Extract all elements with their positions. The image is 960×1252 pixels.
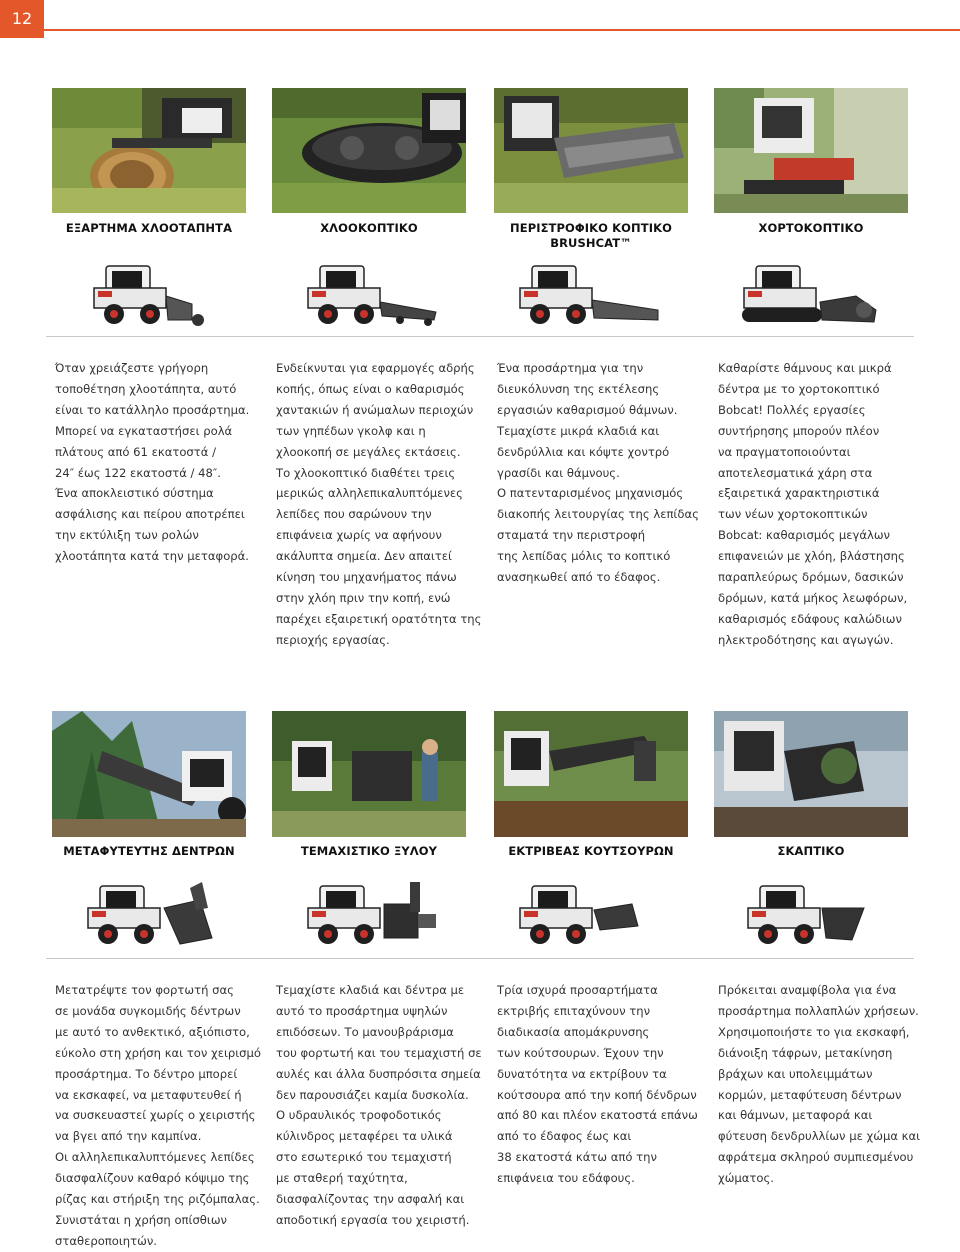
caption-flail-cutter bbox=[714, 221, 908, 236]
text-line: σταματά την περιστροφή bbox=[497, 528, 646, 543]
text-line: παραπλεύρως δρόμων, δασικών bbox=[718, 570, 904, 585]
caption-line: BRUSHCAT™ bbox=[550, 236, 632, 250]
text-line: ασφάλισης και πείρου αποτρέπει bbox=[55, 507, 245, 522]
tree-spade-photo bbox=[52, 711, 246, 837]
text-line: των νέων χορτοκοπτικών bbox=[718, 507, 868, 522]
loader-wood-chipper-illustration bbox=[300, 878, 440, 950]
flail-cutter-photo bbox=[714, 88, 908, 213]
text-line: χλοοτάπητα κατά την μεταφορά. bbox=[55, 549, 249, 564]
text-line: αφράτεμα σκληρού συμπιεσμένου bbox=[718, 1150, 914, 1165]
text-line: δρόμων, κατά μήκος λεωφόρων, bbox=[718, 590, 908, 605]
flail-mower-photo bbox=[272, 88, 466, 213]
caption-digger bbox=[714, 844, 908, 859]
text-line: ακάλυπτα σημεία. Δεν απαιτεί bbox=[276, 549, 452, 564]
text-line: δενδρύλλια και κόψτε χοντρό bbox=[497, 444, 670, 459]
divider-row2 bbox=[46, 958, 914, 959]
text-line: Μετατρέψτε τον φορτωτή σας bbox=[55, 983, 234, 997]
text-line: Ένα αποκλειστικό σύστημα bbox=[55, 486, 214, 501]
text-line: λεπίδες που σαρώνουν την bbox=[276, 507, 432, 522]
description-sod-layer bbox=[55, 358, 260, 567]
caption-wood-chipper bbox=[272, 844, 466, 859]
description-flail-mower bbox=[276, 358, 481, 651]
text-line: Bobcat: καθαρισμός μεγάλων bbox=[718, 528, 891, 543]
text-line: Όταν χρειάζεστε γρήγορη bbox=[55, 361, 209, 375]
text-line: φύτευση δενδρυλλίων με χώμα και bbox=[718, 1129, 921, 1144]
text-line: συντήρησης μπορούν πλέον bbox=[718, 423, 880, 438]
text-line: προσάρτημα. Το δέντρο μπορεί bbox=[55, 1066, 238, 1081]
text-line: διακοπής λειτουργίας της λεπίδας bbox=[497, 507, 699, 522]
text-line: σε μονάδα συγκομιδής δέντρων bbox=[55, 1003, 241, 1018]
description-brushcat bbox=[497, 358, 702, 588]
text-line: διασφαλίζουν καθαρό κόψιμο της bbox=[55, 1171, 250, 1186]
wood-chipper-photo bbox=[272, 711, 466, 837]
text-line: αποδοτική εργασία του χειριστή. bbox=[276, 1212, 470, 1227]
text-line: με σταθερή ταχύτητα, bbox=[276, 1171, 408, 1186]
text-line: βράχων και υπολειμμάτων bbox=[718, 1066, 873, 1081]
stump-grinder-photo bbox=[494, 711, 688, 837]
text-line: χλοοκοπή σε μεγάλες εκτάσεις. bbox=[276, 444, 461, 459]
text-line: περιοχής εργασίας. bbox=[276, 632, 390, 647]
caption-line: ΕΞΑΡΤΗΜΑ ΧΛΟΟΤΑΠΗΤΑ bbox=[65, 221, 233, 235]
text-line: εκτριβής επιταχύνουν την bbox=[497, 1003, 651, 1018]
caption-line: ΠΕΡΙΣΤΡΟΦΙΚΟ ΚΟΠΤΙΚΟ bbox=[510, 221, 672, 235]
text-line: εξαιρετικά χαρακτηριστικά bbox=[718, 486, 880, 501]
text-line: διευκόλυνση της εκτέλεσης bbox=[497, 381, 660, 396]
text-line: είναι το κατάλληλο προσάρτημα. bbox=[55, 402, 250, 417]
loader-brushcat-illustration bbox=[512, 258, 662, 330]
brushcat-rotary-cutter-photo bbox=[494, 88, 688, 213]
loader-digger-illustration bbox=[740, 878, 870, 950]
text-line: διάνοιξη τάφρων, μετακίνηση bbox=[718, 1045, 893, 1060]
text-line: Τεμαχίστε κλαδιά και δέντρα με bbox=[276, 983, 465, 997]
caption-line: ΤΕΜΑΧΙΣΤΙΚΟ ΞΥΛΟΥ bbox=[300, 844, 438, 858]
text-line: παρέχει εξαιρετική ορατότητα της bbox=[276, 611, 482, 626]
text-line: Τρία ισχυρά προσαρτήματα bbox=[497, 983, 658, 997]
text-line: επιδόσεων. Το μανουβράρισμα bbox=[276, 1024, 454, 1039]
text-line: μερικώς αλληλεπικαλυπτόμενες bbox=[276, 486, 463, 501]
text-line: κορμών, μεταφύτευση δέντρων bbox=[718, 1087, 902, 1102]
text-line: 38 εκατοστά κάτω από την bbox=[497, 1150, 657, 1165]
text-line: την εκτύλιξη των ρολών bbox=[55, 528, 199, 543]
caption-line: ΕΚΤΡΙΒΕΑΣ ΚΟΥΤΣΟΥΡΩΝ bbox=[508, 844, 674, 858]
text-line: ρίζας και στήριξη της ριζόμπαλας. bbox=[55, 1192, 260, 1207]
text-line: χώματος. bbox=[718, 1171, 774, 1186]
text-line: χαντακιών ή ανώμαλων περιοχών bbox=[276, 402, 474, 417]
sod-layer-photo bbox=[52, 88, 246, 213]
text-line: επιφάνεια χωρίς να αφήνουν bbox=[276, 528, 442, 543]
text-line: καθαρισμός εδάφους καλώδιων bbox=[718, 611, 902, 626]
text-line: διαδικασία απομάκρυνσης bbox=[497, 1024, 650, 1039]
text-line: με αυτό το ανθεκτικό, αξιόπιστο, bbox=[55, 1024, 250, 1039]
text-line: της λεπίδας μόλις το κοπτικό bbox=[497, 549, 671, 564]
text-line: Οι αλληλεπικαλυπτόμενες λεπίδες bbox=[55, 1150, 255, 1165]
description-wood-chipper bbox=[276, 980, 481, 1231]
text-line: δυνατότητα να εκτρίβουν τα bbox=[497, 1066, 667, 1081]
text-line: Ο υδραυλικός τροφοδοτικός bbox=[276, 1108, 442, 1123]
text-line: τοποθέτηση χλοοτάπητα, αυτό bbox=[55, 381, 237, 396]
text-line: Τεμαχίστε μικρά κλαδιά και bbox=[497, 423, 660, 438]
text-line: αποτελεσματικά χάρη στα bbox=[718, 465, 873, 480]
text-line: να βγει από την καμπίνα. bbox=[55, 1129, 202, 1144]
text-line: 24″ έως 122 εκατοστά / 48″. bbox=[55, 465, 221, 480]
text-line: Μπορεί να εγκαταστήσει ρολά bbox=[55, 423, 233, 438]
divider-row1 bbox=[46, 336, 914, 337]
caption-stump-grinder bbox=[494, 844, 688, 859]
text-line: να συσκευαστεί χωρίς ο χειριστής bbox=[55, 1108, 256, 1123]
text-line: κούτσουρα από την κοπή δένδρων bbox=[497, 1087, 697, 1102]
caption-line: ΧΛΟΟΚΟΠΤΙΚΟ bbox=[320, 221, 418, 235]
text-line: αυλές και άλλα δυσπρόσιτα σημεία bbox=[276, 1066, 481, 1081]
text-line: αυτό το προσάρτημα υψηλών bbox=[276, 1003, 448, 1018]
header-rule bbox=[44, 29, 960, 31]
text-line: προσάρτημα πολλαπλών χρήσεων. bbox=[718, 1003, 919, 1018]
text-line: κύλινδρος μεταφέρει τα υλικά bbox=[276, 1129, 453, 1144]
text-line: ηλεκτροδότησης και αγωγών. bbox=[718, 632, 894, 647]
caption-tree-spade bbox=[52, 844, 246, 859]
text-line: Χρησιμοποιήστε το για εκσκαφή, bbox=[718, 1024, 910, 1039]
text-line: Πρόκειται αναμφίβολα για ένα bbox=[718, 983, 897, 997]
text-line: Ενδείκνυται για εφαρμογές αδρής bbox=[276, 361, 475, 375]
description-stump-grinder bbox=[497, 980, 702, 1189]
page-number: 12 bbox=[0, 0, 44, 38]
text-line: κίνηση του μηχανήματος πάνω bbox=[276, 570, 457, 585]
loader-stump-grinder-illustration bbox=[512, 878, 642, 950]
text-line: σταθεροποιητών. bbox=[55, 1233, 157, 1248]
text-line: από 80 και πλέον εκατοστά επάνω bbox=[497, 1108, 698, 1123]
text-line: Το χλοοκοπτικό διαθέτει τρεις bbox=[276, 465, 456, 480]
text-line: ανασηκωθεί από το έδαφος. bbox=[497, 570, 661, 585]
loader-flail-cutter-illustration bbox=[736, 258, 886, 330]
text-line: και θάμνων, μεταφορά και bbox=[718, 1108, 873, 1123]
loader-flail-mower-illustration bbox=[300, 258, 440, 330]
text-line: δεν παρουσιάζει καμία δυσκολία. bbox=[276, 1087, 469, 1102]
text-line: επιφανειών με χλόη, βλάστησης bbox=[718, 549, 905, 564]
caption-sod-layer bbox=[52, 221, 246, 236]
digger-bucket-photo bbox=[714, 711, 908, 837]
text-line: Bobcat! Πολλές εργασίες bbox=[718, 402, 866, 417]
text-line: του φορτωτή και του τεμαχιστή σε bbox=[276, 1045, 482, 1060]
text-line: των κούτσουρων. Έχουν την bbox=[497, 1045, 664, 1060]
text-line: να εκσκαφεί, να μεταφυτευθεί ή bbox=[55, 1087, 242, 1102]
description-digger bbox=[718, 980, 923, 1189]
caption-line: ΧΟΡΤΟΚΟΠΤΙΚΟ bbox=[758, 221, 864, 235]
loader-tree-spade-illustration bbox=[80, 878, 220, 950]
text-line: εργασιών καθαρισμού θάμνων. bbox=[497, 402, 678, 417]
text-line: στην χλόη πριν την κοπή, ενώ bbox=[276, 590, 451, 605]
description-tree-spade bbox=[55, 980, 260, 1252]
text-line: γρασίδι και θάμνους. bbox=[497, 465, 620, 480]
text-line: Ένα προσάρτημα για την bbox=[497, 361, 644, 375]
text-line: στο εσωτερικό του τεμαχιστή bbox=[276, 1150, 452, 1165]
text-line: διασφαλίζοντας την ασφαλή και bbox=[276, 1192, 465, 1207]
text-line: Καθαρίστε θάμνους και μικρά bbox=[718, 361, 892, 375]
loader-sod-layer-illustration bbox=[80, 258, 210, 330]
caption-flail-mower bbox=[272, 221, 466, 236]
caption-line: ΜΕΤΑΦΥΤΕΥΤΗΣ ΔΕΝΤΡΩΝ bbox=[63, 844, 235, 858]
page-header bbox=[0, 0, 960, 38]
text-line: των γηπέδων γκολφ και η bbox=[276, 423, 426, 438]
text-line: Ο πατενταρισμένος μηχανισμός bbox=[497, 486, 684, 501]
caption-brushcat bbox=[494, 221, 688, 251]
text-line: εύκολο στη χρήση και τον χειρισμό bbox=[55, 1045, 261, 1060]
text-line: από το έδαφος έως και bbox=[497, 1129, 632, 1144]
caption-line: ΣΚΑΠΤΙΚΟ bbox=[777, 844, 845, 858]
text-line: δέντρα με το χορτοκοπτικό bbox=[718, 381, 880, 396]
description-flail-cutter bbox=[718, 358, 923, 651]
text-line: κοπής, όπως είναι ο καθαρισμός bbox=[276, 381, 465, 396]
text-line: να πραγματοποιούνται bbox=[718, 444, 851, 459]
text-line: επιφάνεια του εδάφους. bbox=[497, 1171, 635, 1186]
text-line: Συνιστάται η χρήση οπίσθιων bbox=[55, 1212, 227, 1227]
text-line: πλάτους από 61 εκατοστά / bbox=[55, 444, 216, 459]
